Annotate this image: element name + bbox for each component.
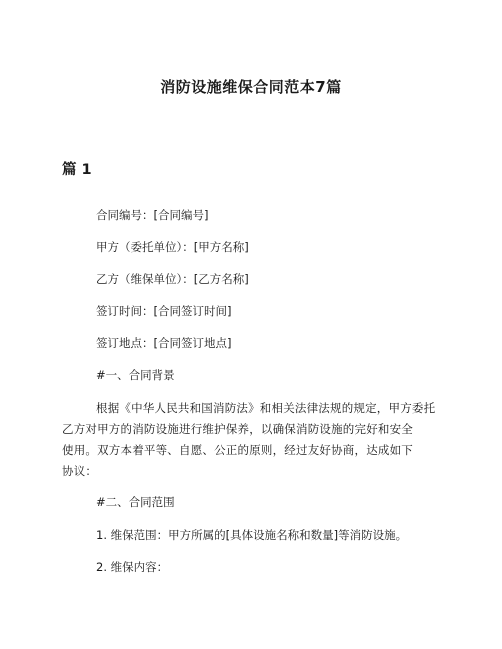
list-item: 1. 维保范围：甲方所属的[具体设施名称和数量]等消防设施。 <box>96 528 408 542</box>
paragraph-line: 根据《中华人民共和国消防法》和相关法律法规的规定，甲方委托 <box>96 401 436 415</box>
party-a-field <box>96 239 249 255</box>
field-label: 合同编号： <box>96 208 154 222</box>
field-label: 签订地点： <box>96 336 154 350</box>
paragraph-line: 乙方对甲方的消防设施进行维护保养，以确保消防设施的完好和安全 <box>62 422 413 436</box>
field-value: [合同签订时间] <box>153 304 232 318</box>
signing-time-field <box>96 303 231 319</box>
subheading-background: #一、合同背景 <box>96 368 175 382</box>
field-value: [乙方名称] <box>193 272 249 286</box>
list-item: 2. 维保内容： <box>96 560 169 574</box>
contract-number-field <box>96 207 208 223</box>
field-label: 签订时间： <box>96 304 154 318</box>
document-title: 消防设施维保合同范本7篇 <box>160 78 342 96</box>
paragraph-line: 协议： <box>62 464 98 478</box>
signing-place-field <box>96 335 231 351</box>
field-label: 乙方（维保单位）： <box>96 272 194 286</box>
field-value: [甲方名称] <box>193 240 249 254</box>
section-heading: 篇 1 <box>62 162 92 178</box>
party-b-field <box>96 271 249 287</box>
field-value: [合同签订地点] <box>153 336 232 350</box>
background-paragraph <box>62 398 442 482</box>
subheading-scope: #二、合同范围 <box>96 495 175 509</box>
field-value: [合同编号] <box>153 208 209 222</box>
field-label: 甲方（委托单位）： <box>96 240 194 254</box>
paragraph-line: 使用。双方本着平等、自愿、公正的原则，经过友好协商，达成如下 <box>62 443 413 457</box>
